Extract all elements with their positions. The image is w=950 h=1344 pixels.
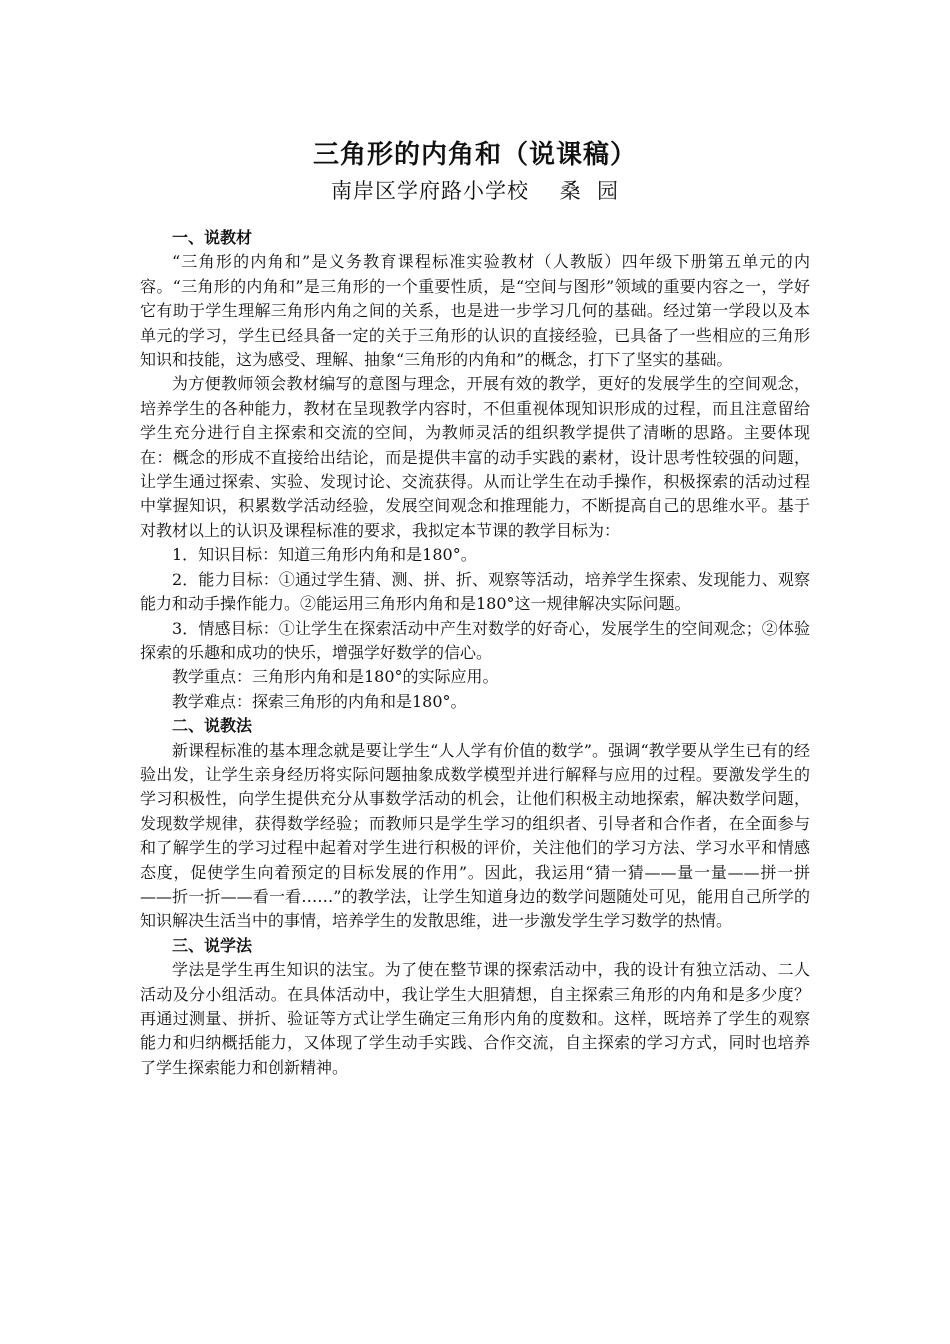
body-paragraph: 新课程标准的基本理念就是要让学生“人人学有价值的数学”。强调“教学要从学生已有的经验出发，让学生亲身经历将实际问题抽象成数学模型并进行解释与应用的过程。要激发学生的学习积极性，向学生提供充分从事数学活动的机会，让他们积极主动地探索，解决数学问题，发现数学规律，获得数学经验；而教师只是学生学习的组织者、引导者和合作者，在全面参与和了解学生的学习过程中起着对学生进行积极的评价，关注他们的学习方法、学习水平和情感态度，促使学生向着预定的目标发展的作用”。因此，我运用“猜一猜——量一量——拼一拼——折一折——看一看……”的教学法，让学生知道身边的数学问题随处可见，能用自己所学的知识解决生活当中的事情，培养学生的发散思维，进一步激发学生学习数学的热情。 xyxy=(140,740,810,931)
body-paragraph: 3．情感目标：①让学生在探索活动中产生对数学的好奇心，发展学生的空间观念；②体验探索的乐趣和成功的快乐，增强学好数学的信心。 xyxy=(140,618,810,662)
body-paragraph: 1．知识目标：知道三角形内角和是180°。 xyxy=(172,545,477,565)
section-heading: 一、说教材 xyxy=(172,228,253,247)
document-subtitle: 南岸区学府路小学校 桑 园 xyxy=(330,179,620,203)
document-title: 三角形的内角和（说课稿） xyxy=(312,140,637,170)
body-paragraph: 学法是学生再生知识的法宝。为了使在整节课的探索活动中，我的设计有独立活动、二人活动及分小组活动。在具体活动中，我让学生大胆猜想，自主探索三角形的内角和是多少度？再通过测量、拼折、验证等方式让学生确定三角形内角的度数和。这样，既培养了学生的观察能力和归纳概括能力，又体现了学生动手实践、合作交流，自主探索的学习方式，同时也培养了学生探索能力和创新精神。 xyxy=(140,960,810,1077)
body-paragraph: 教学重点：三角形内角和是180°的实际应用。 xyxy=(172,667,499,687)
body-paragraph: 2．能力目标：①通过学生猜、测、拼、折、观察等活动，培养学生探索、发现能力、观察能力和动手操作能力。②能运用三角形内角和是180°这一规律解决实际问题。 xyxy=(140,569,810,614)
section-heading: 三、说学法 xyxy=(172,935,253,955)
body-paragraph: 教学难点：探索三角形的内角和是180°。 xyxy=(172,691,467,711)
body-paragraph: 为方便教师领会教材编写的意图与理念，开展有效的教学，更好的发展学生的空间观念，培养学生的各种能力，教材在呈现教学内容时，不但重视体现知识形成的过程，而且注意留给学生充分进行自主探索和交流的空间，为教师灵活的组织教学提供了清晰的思路。主要体现在：概念的形成不直接给出结论，而是提供丰富的动手实践的素材，设计思考性较强的问题，让学生通过探索、实验、发现讨论、交流获得。从而让学生在动手操作，积极探索的活动过程中掌握知识，积累数学活动经验，发展空间观念和推理能力，不断提高自己的思维水平。基于对教材以上的认识及课程标准的要求，我拟定本节课的教学目标为： xyxy=(140,374,810,540)
section-heading: 二、说教法 xyxy=(172,716,253,736)
document-body xyxy=(140,226,810,1080)
body-paragraph: “三角形的内角和”是义务教育课程标准实验教材（人教版）四年级下册第五单元的内容。“三角形的内角和”是三角形的一个重要性质，是“空间与图形”领域的重要内容之一，学好它有助于学生理解三角形内角之间的关系，也是进一步学习几何的基础。经过第一学段以及本单元的学习，学生已经具备一定的关于三角形的认识的直接经验，已具备了一些相应的三角形知识和技能，这为感受、理解、抽象“三角形的内角和”的概念，打下了坚实的基础。 xyxy=(140,252,810,370)
